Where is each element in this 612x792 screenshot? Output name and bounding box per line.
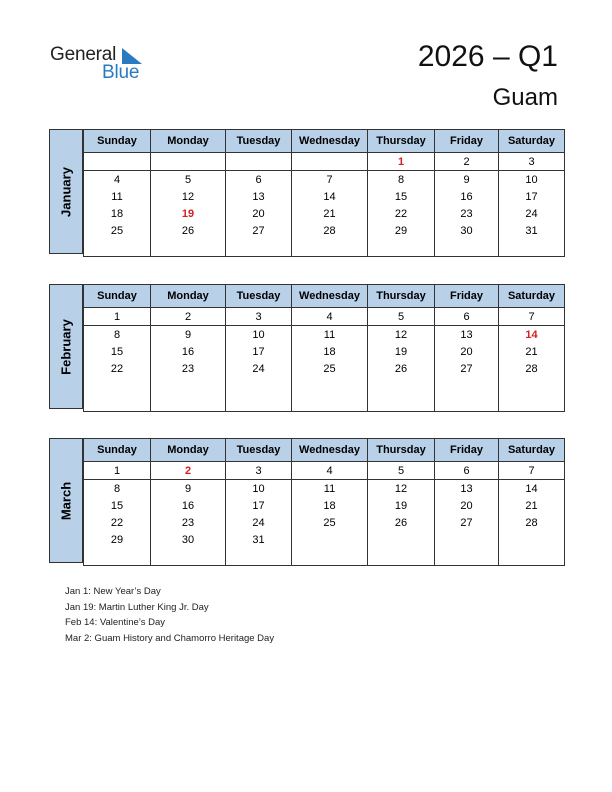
day-cell xyxy=(499,531,565,548)
week-row xyxy=(84,394,565,412)
day-cell: 22 xyxy=(84,360,151,377)
day-cell xyxy=(84,377,151,394)
page-subtitle: Guam xyxy=(492,84,558,111)
month-name: January xyxy=(58,166,74,217)
day-cell: 7 xyxy=(499,462,565,480)
day-cell: 18 xyxy=(292,497,368,514)
page-title: 2026 – Q1 xyxy=(417,40,558,73)
day-cell: 19 xyxy=(368,343,435,360)
day-cell: 13 xyxy=(226,188,292,205)
day-cell: 4 xyxy=(292,308,368,326)
month-grid xyxy=(83,284,565,412)
day-cell: 13 xyxy=(435,480,499,498)
weekday-header: Sunday xyxy=(84,285,151,308)
month-label xyxy=(49,129,83,254)
day-cell: 31 xyxy=(226,531,292,548)
day-cell: 22 xyxy=(368,205,435,222)
day-cell xyxy=(151,394,226,412)
weekday-header: Tuesday xyxy=(226,130,292,153)
day-cell xyxy=(499,377,565,394)
week-row xyxy=(84,360,565,377)
day-cell: 1 xyxy=(368,153,435,171)
weekday-header: Thursday xyxy=(368,439,435,462)
day-cell xyxy=(435,377,499,394)
day-cell xyxy=(84,394,151,412)
brand-blue-text: Blue xyxy=(102,62,140,83)
day-cell: 17 xyxy=(226,343,292,360)
day-cell: 24 xyxy=(499,205,565,222)
week-row xyxy=(84,222,565,239)
day-cell: 2 xyxy=(435,153,499,171)
weekday-header: Monday xyxy=(151,130,226,153)
day-cell: 23 xyxy=(435,205,499,222)
day-cell xyxy=(84,239,151,257)
day-cell xyxy=(499,548,565,566)
day-cell: 24 xyxy=(226,360,292,377)
day-cell: 4 xyxy=(292,462,368,480)
day-cell: 21 xyxy=(499,497,565,514)
day-cell: 15 xyxy=(84,497,151,514)
week-row xyxy=(84,462,565,480)
day-cell: 7 xyxy=(499,308,565,326)
day-cell: 15 xyxy=(368,188,435,205)
day-cell: 1 xyxy=(84,462,151,480)
week-row xyxy=(84,171,565,189)
day-cell: 13 xyxy=(435,326,499,344)
day-cell: 29 xyxy=(368,222,435,239)
weekday-header: Saturday xyxy=(499,285,565,308)
day-cell: 10 xyxy=(226,326,292,344)
day-cell: 12 xyxy=(368,480,435,498)
day-cell: 29 xyxy=(84,531,151,548)
brand-general-text: General xyxy=(50,44,117,65)
day-cell xyxy=(292,239,368,257)
weekday-header: Monday xyxy=(151,439,226,462)
day-cell: 2 xyxy=(151,308,226,326)
day-cell: 5 xyxy=(151,171,226,189)
holiday-note: Feb 14: Valentine’s Day xyxy=(65,617,165,628)
day-cell: 21 xyxy=(292,205,368,222)
weekday-header: Wednesday xyxy=(292,130,368,153)
week-row xyxy=(84,497,565,514)
day-cell xyxy=(435,531,499,548)
month-label xyxy=(49,284,83,409)
day-cell: 16 xyxy=(435,188,499,205)
day-cell xyxy=(292,531,368,548)
day-cell xyxy=(226,239,292,257)
week-row xyxy=(84,480,565,498)
day-cell: 14 xyxy=(292,188,368,205)
day-cell: 20 xyxy=(435,497,499,514)
day-cell: 14 xyxy=(499,326,565,344)
day-cell: 2 xyxy=(151,462,226,480)
weekday-header: Tuesday xyxy=(226,285,292,308)
day-cell xyxy=(368,377,435,394)
day-cell xyxy=(292,548,368,566)
day-cell: 14 xyxy=(499,480,565,498)
day-cell xyxy=(435,394,499,412)
day-cell: 26 xyxy=(151,222,226,239)
day-cell: 4 xyxy=(84,171,151,189)
day-cell: 18 xyxy=(292,343,368,360)
day-cell xyxy=(84,548,151,566)
week-row xyxy=(84,548,565,566)
day-cell: 16 xyxy=(151,343,226,360)
day-cell xyxy=(292,377,368,394)
day-cell: 27 xyxy=(435,514,499,531)
week-row xyxy=(84,308,565,326)
holiday-note: Mar 2: Guam History and Chamorro Heritage Day xyxy=(65,632,275,644)
weekday-header: Thursday xyxy=(368,285,435,308)
month-calendar-february xyxy=(49,284,564,411)
day-cell: 22 xyxy=(84,514,151,531)
weekday-header: Wednesday xyxy=(292,439,368,462)
day-cell xyxy=(226,377,292,394)
day-cell xyxy=(435,239,499,257)
day-cell: 9 xyxy=(151,326,226,344)
day-cell: 5 xyxy=(368,462,435,480)
day-cell xyxy=(226,394,292,412)
weekday-header: Thursday xyxy=(368,130,435,153)
day-cell: 5 xyxy=(368,308,435,326)
weekday-header: Monday xyxy=(151,285,226,308)
brand-logo xyxy=(50,44,160,84)
day-cell: 27 xyxy=(226,222,292,239)
day-cell: 25 xyxy=(84,222,151,239)
month-grid xyxy=(83,438,565,566)
week-row xyxy=(84,153,565,171)
day-cell: 17 xyxy=(499,188,565,205)
day-cell xyxy=(151,153,226,171)
day-cell: 12 xyxy=(151,188,226,205)
day-cell xyxy=(368,548,435,566)
day-cell xyxy=(226,548,292,566)
day-cell: 9 xyxy=(435,171,499,189)
week-row xyxy=(84,343,565,360)
day-cell: 3 xyxy=(226,462,292,480)
day-cell: 23 xyxy=(151,360,226,377)
day-cell xyxy=(292,153,368,171)
day-cell: 6 xyxy=(226,171,292,189)
month-calendar-january xyxy=(49,129,564,256)
day-cell xyxy=(499,394,565,412)
week-row xyxy=(84,531,565,548)
holiday-notes xyxy=(65,584,274,646)
holiday-note: Jan 1: New Year’s Day xyxy=(65,586,161,597)
week-row xyxy=(84,188,565,205)
day-cell: 30 xyxy=(151,531,226,548)
day-cell: 8 xyxy=(84,480,151,498)
day-cell: 31 xyxy=(499,222,565,239)
day-cell: 10 xyxy=(226,480,292,498)
day-cell xyxy=(292,394,368,412)
day-cell: 11 xyxy=(84,188,151,205)
day-cell: 9 xyxy=(151,480,226,498)
month-name: March xyxy=(58,481,74,520)
day-cell xyxy=(499,239,565,257)
day-cell: 1 xyxy=(84,308,151,326)
week-row xyxy=(84,514,565,531)
day-cell: 28 xyxy=(292,222,368,239)
week-row xyxy=(84,239,565,257)
day-cell: 26 xyxy=(368,514,435,531)
day-cell xyxy=(226,153,292,171)
day-cell xyxy=(368,239,435,257)
week-row xyxy=(84,377,565,394)
day-cell: 19 xyxy=(368,497,435,514)
week-row xyxy=(84,326,565,344)
day-cell: 8 xyxy=(84,326,151,344)
day-cell: 3 xyxy=(226,308,292,326)
day-cell: 7 xyxy=(292,171,368,189)
weekday-header: Sunday xyxy=(84,130,151,153)
day-cell: 28 xyxy=(499,360,565,377)
weekday-header: Saturday xyxy=(499,130,565,153)
day-cell: 18 xyxy=(84,205,151,222)
day-cell: 6 xyxy=(435,308,499,326)
holiday-note: Jan 19: Martin Luther King Jr. Day xyxy=(65,601,209,613)
day-cell xyxy=(151,239,226,257)
day-cell: 17 xyxy=(226,497,292,514)
week-row xyxy=(84,205,565,222)
month-grid xyxy=(83,129,565,257)
day-cell: 24 xyxy=(226,514,292,531)
weekday-header: Friday xyxy=(435,285,499,308)
weekday-header: Friday xyxy=(435,439,499,462)
day-cell: 25 xyxy=(292,514,368,531)
day-cell: 30 xyxy=(435,222,499,239)
weekday-header: Saturday xyxy=(499,439,565,462)
day-cell: 26 xyxy=(368,360,435,377)
day-cell: 11 xyxy=(292,480,368,498)
day-cell xyxy=(84,153,151,171)
day-cell: 23 xyxy=(151,514,226,531)
day-cell: 27 xyxy=(435,360,499,377)
weekday-header: Sunday xyxy=(84,439,151,462)
day-cell xyxy=(368,394,435,412)
month-name: February xyxy=(58,318,74,375)
day-cell: 3 xyxy=(499,153,565,171)
day-cell: 11 xyxy=(292,326,368,344)
month-label xyxy=(49,438,83,563)
day-cell: 12 xyxy=(368,326,435,344)
day-cell xyxy=(151,548,226,566)
month-calendar-march xyxy=(49,438,564,565)
day-cell xyxy=(368,531,435,548)
day-cell: 15 xyxy=(84,343,151,360)
weekday-header: Tuesday xyxy=(226,439,292,462)
day-cell xyxy=(435,548,499,566)
day-cell: 21 xyxy=(499,343,565,360)
day-cell xyxy=(151,377,226,394)
day-cell: 10 xyxy=(499,171,565,189)
day-cell: 20 xyxy=(435,343,499,360)
day-cell: 28 xyxy=(499,514,565,531)
weekday-header: Wednesday xyxy=(292,285,368,308)
day-cell: 25 xyxy=(292,360,368,377)
day-cell: 19 xyxy=(151,205,226,222)
weekday-header: Friday xyxy=(435,130,499,153)
day-cell: 8 xyxy=(368,171,435,189)
day-cell: 16 xyxy=(151,497,226,514)
day-cell: 6 xyxy=(435,462,499,480)
day-cell: 20 xyxy=(226,205,292,222)
